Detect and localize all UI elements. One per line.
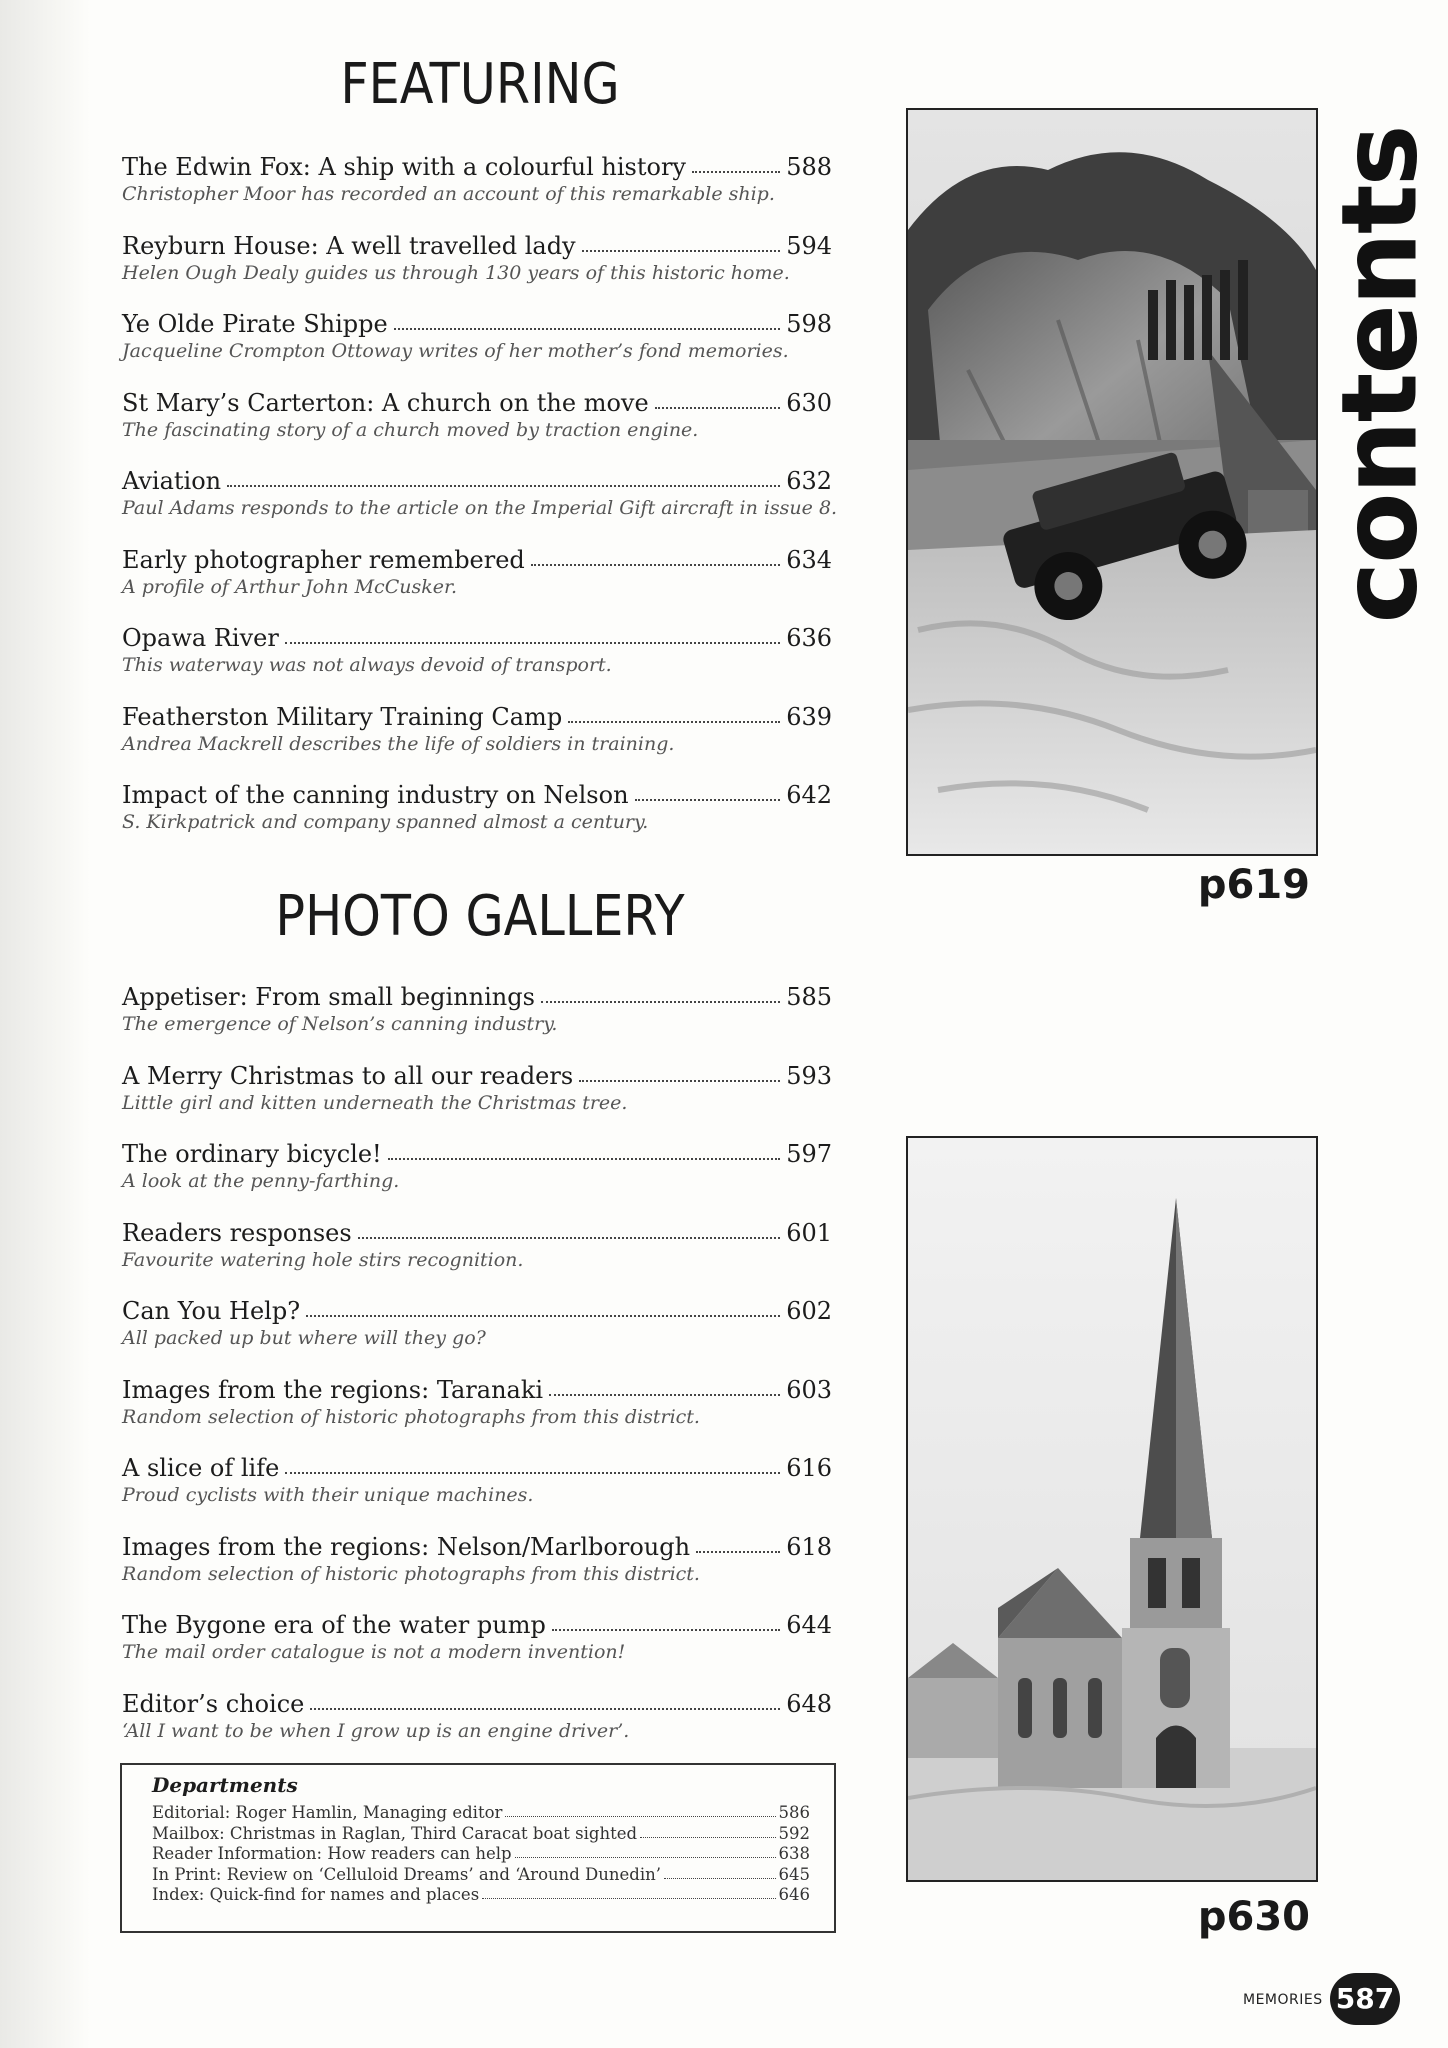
entry-page: 598 [786, 310, 832, 338]
dot-leader [394, 322, 780, 330]
entry-page: 597 [786, 1140, 832, 1168]
list-item[interactable] [122, 1296, 832, 1375]
entry-page: 618 [786, 1532, 832, 1561]
dot-leader [640, 1833, 775, 1838]
dot-leader [692, 165, 780, 173]
dot-leader [482, 1894, 775, 1899]
list-item[interactable] [122, 545, 832, 624]
entry-title: Opawa River [122, 624, 279, 652]
dot-leader [541, 995, 780, 1003]
photo-gallery-heading: PHOTO GALLERY [275, 884, 685, 949]
entry-description: ‘All I want to be when I grow up is an engine driver’. [122, 1719, 630, 1742]
entry-description: A profile of Arthur John McCusker. [122, 575, 458, 598]
entry-title: A slice of life [122, 1454, 280, 1482]
dot-leader [655, 401, 781, 409]
dot-leader [696, 1545, 780, 1553]
featuring-heading: FEATURING [340, 52, 620, 117]
department-item[interactable] [152, 1803, 810, 1824]
list-item[interactable] [122, 1375, 832, 1454]
entry-title: Impact of the canning industry on Nelson [122, 781, 629, 809]
entry-title: The Bygone era of the water pump [122, 1611, 546, 1639]
dot-leader [227, 479, 780, 487]
entry-title: Ye Olde Pirate Shippe [122, 310, 388, 338]
scan-edge-shadow [0, 0, 90, 2048]
department-page: 638 [778, 1844, 810, 1863]
list-item[interactable] [122, 1610, 832, 1689]
list-item[interactable] [122, 1139, 832, 1218]
entry-page: 616 [786, 1454, 832, 1482]
list-item[interactable] [122, 1061, 832, 1140]
list-item[interactable] [122, 623, 832, 702]
dot-leader [549, 1388, 780, 1396]
entry-title: Featherston Military Training Camp [122, 702, 563, 731]
dot-leader [552, 1623, 780, 1631]
entry-page: 602 [786, 1297, 832, 1325]
entry-description: All packed up but where will they go? [122, 1327, 486, 1349]
contents-vertical-title [1319, 115, 1442, 635]
departments-heading: Departments [152, 1773, 298, 1797]
dot-leader [306, 1309, 780, 1317]
entry-description: Christopher Moor has recorded an account of this remarkable ship. [122, 183, 775, 205]
department-page: 586 [778, 1803, 810, 1822]
department-title: Editorial: Roger Hamlin, Managing editor [152, 1803, 503, 1822]
entry-page: 642 [786, 781, 832, 809]
department-page: 592 [778, 1823, 810, 1843]
entry-page: 644 [786, 1611, 832, 1639]
entry-title: Editor’s choice [122, 1689, 305, 1718]
entry-page: 588 [786, 153, 832, 181]
entry-page: 593 [786, 1061, 832, 1090]
dot-leader [635, 793, 781, 801]
list-item[interactable] [122, 1218, 832, 1297]
list-item[interactable] [122, 702, 832, 781]
department-title: Reader Information: How readers can help [152, 1844, 512, 1863]
department-title: In Print: Review on ‘Celluloid Dreams’ and ‘Around Dunedin’ [152, 1864, 662, 1884]
entry-title: Images from the regions: Taranaki [122, 1375, 544, 1404]
list-item[interactable] [122, 982, 832, 1061]
dot-leader [285, 1466, 780, 1474]
list-item[interactable] [122, 780, 832, 859]
entry-description: The emergence of Nelson’s canning industry. [122, 1013, 558, 1035]
entry-description: Helen Ough Dealy guides us through 130 years of this historic home. [122, 261, 790, 284]
entry-description: Little girl and kitten underneath the Christmas tree. [122, 1091, 628, 1114]
department-item[interactable] [152, 1844, 810, 1865]
photo-church[interactable] [906, 1136, 1318, 1882]
entry-description: S. Kirkpatrick and company spanned almost a century. [122, 811, 649, 833]
dot-leader [310, 1702, 780, 1710]
entry-title: St Mary’s Carterton: A church on the move [122, 388, 649, 417]
entry-title: Aviation [122, 467, 222, 495]
dot-leader [579, 1074, 780, 1082]
department-item[interactable] [152, 1885, 810, 1906]
dot-leader [664, 1874, 775, 1879]
entry-description: Jacqueline Crompton Ottoway writes of her mother’s fond memories. [122, 340, 789, 362]
featuring-list [122, 152, 838, 859]
list-item[interactable] [122, 231, 832, 310]
entry-description: This waterway was not always devoid of transport. [122, 654, 612, 676]
entry-description: A look at the penny-farthing. [122, 1170, 400, 1192]
entry-description: Random selection of historic photographs from this district. [122, 1405, 700, 1428]
dot-leader [285, 636, 780, 644]
entry-page: 632 [786, 467, 832, 495]
entry-page: 594 [786, 231, 832, 260]
entry-page: 648 [786, 1689, 832, 1718]
list-item[interactable] [122, 1453, 832, 1532]
department-page: 646 [778, 1885, 810, 1904]
entry-title: Early photographer remembered [122, 545, 525, 574]
departments-box [120, 1763, 836, 1933]
dot-leader [388, 1152, 781, 1160]
list-item[interactable] [122, 466, 838, 545]
list-item[interactable] [122, 388, 832, 467]
list-item[interactable] [122, 1689, 832, 1768]
dot-leader [358, 1231, 781, 1239]
entry-description: The fascinating story of a church moved by traction engine. [122, 418, 699, 441]
page-number-badge: 587 [1330, 1973, 1400, 2025]
entry-title: Images from the regions: Nelson/Marlborough [122, 1532, 691, 1561]
photo-car-accident[interactable] [906, 108, 1318, 856]
department-page: 645 [778, 1864, 810, 1884]
entry-description: Random selection of historic photographs from this district. [122, 1562, 700, 1585]
list-item[interactable] [122, 1532, 832, 1611]
entry-page: 636 [786, 624, 832, 652]
entry-title: Can You Help? [122, 1297, 301, 1325]
entry-page: 601 [786, 1218, 832, 1247]
car-accident-photo-illustration [908, 110, 1316, 854]
dot-leader [582, 244, 781, 252]
entry-description: Andrea Mackrell describes the life of soldiers in training. [122, 732, 675, 755]
magazine-brand: MEMORIES [1243, 1992, 1323, 2008]
department-title: Mailbox: Christmas in Raglan, Third Caracat boat sighted [152, 1823, 638, 1843]
list-item[interactable] [122, 152, 832, 231]
photo1-caption: p619 [1197, 862, 1310, 908]
entry-title: Appetiser: From small beginnings [122, 983, 535, 1011]
entry-description: The mail order catalogue is not a modern invention! [122, 1641, 626, 1663]
entry-description: Favourite watering hole stirs recognition. [122, 1248, 524, 1271]
entry-title: Reyburn House: A well travelled lady [122, 231, 576, 260]
entry-description: Paul Adams responds to the article on the Imperial Gift aircraft in issue 8. [122, 497, 838, 519]
entry-page: 630 [786, 388, 832, 417]
entry-page: 603 [786, 1375, 832, 1404]
contents-word: contents [1319, 126, 1442, 624]
list-item[interactable] [122, 309, 832, 388]
photo2-caption: p630 [1197, 1894, 1310, 1940]
entry-description: Proud cyclists with their unique machines. [122, 1484, 534, 1506]
entry-page: 585 [786, 983, 832, 1011]
dot-leader [568, 715, 780, 723]
dot-leader [505, 1812, 775, 1817]
entry-title: The Edwin Fox: A ship with a colourful history [122, 153, 686, 181]
entry-title: A Merry Christmas to all our readers [122, 1061, 574, 1090]
church-photo-illustration [908, 1138, 1316, 1880]
entry-title: Readers responses [122, 1218, 352, 1247]
department-item[interactable] [152, 1824, 810, 1845]
department-title: Index: Quick-find for names and places [152, 1885, 480, 1904]
dot-leader [531, 558, 780, 566]
gallery-list [122, 982, 832, 1767]
entry-page: 639 [786, 702, 832, 731]
entry-title: The ordinary bicycle! [122, 1140, 382, 1168]
dot-leader [515, 1853, 776, 1858]
entry-page: 634 [786, 545, 832, 574]
department-item[interactable] [152, 1865, 810, 1886]
